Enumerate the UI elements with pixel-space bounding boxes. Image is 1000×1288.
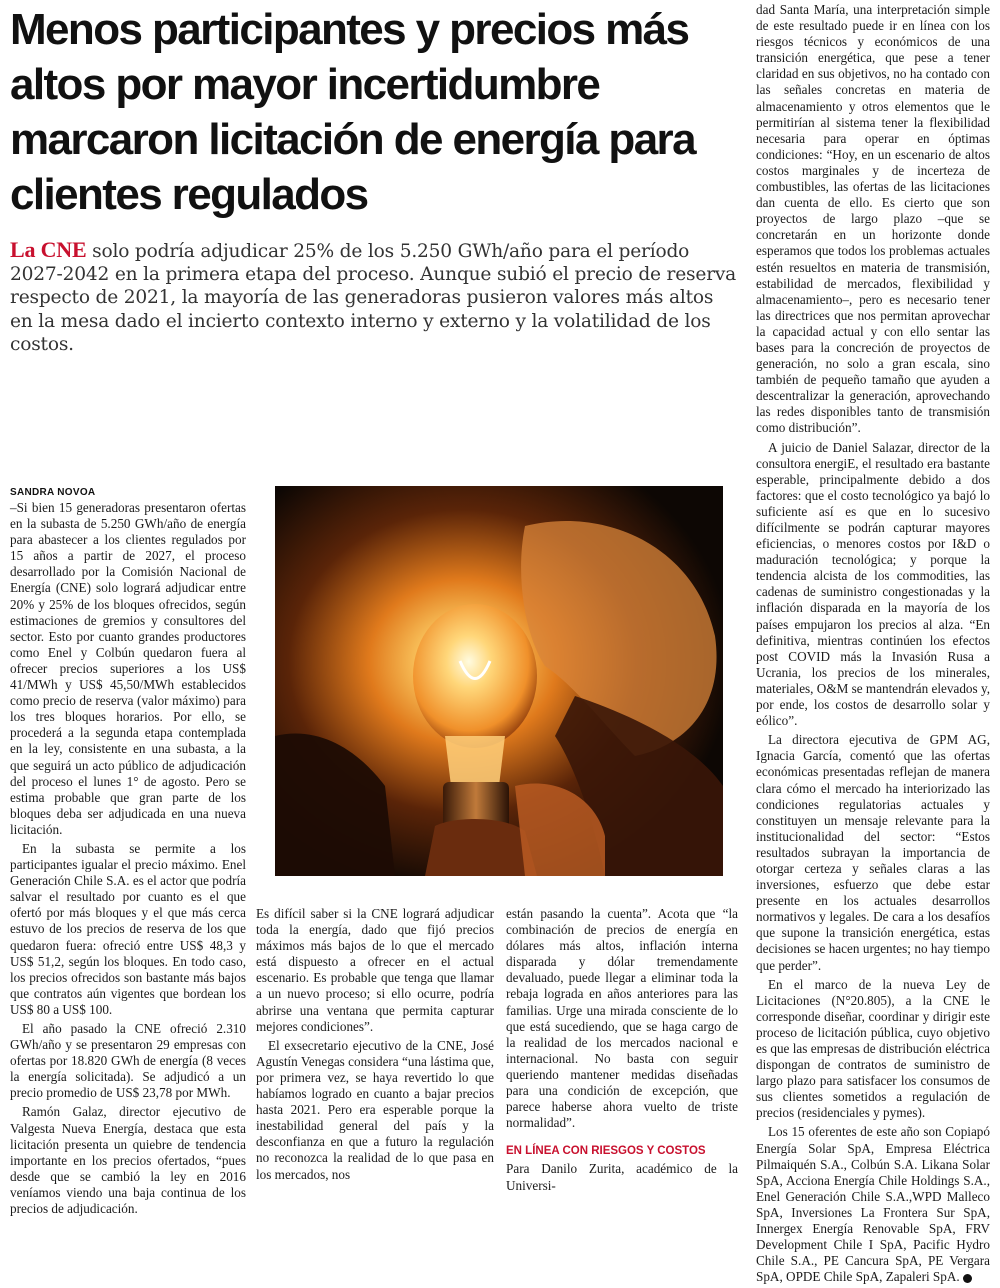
lead-text: solo podría adjudicar 25% de los 5.250 GWh/año para el período 2027-2042 en la primera etapa del proceso. Aunque subió el precio de reserva respecto de 2021, la mayoría de las generadoras pusieron valores más altos en la mesa dado el incierto contexto interno y externo y la volatilidad de los costos.: [10, 241, 737, 355]
paragraph: Para Danilo Zurita, académico de la Universi-: [506, 1161, 738, 1193]
headline: Menos participantes y precios más altos por mayor incertidumbre marcaron licitación de energía para clientes regulados: [10, 5, 695, 219]
byline: SANDRA NOVOA: [10, 487, 96, 498]
paragraph: –Si bien 15 generadoras presentaron ofertas en la subasta de 5.250 GWh/año de energía para abastecer a los clientes regulados por 15 años a partir de 2027, el proceso desarrollado por la Comisión Nacional de Energía (CNE) solo logrará adjudicar entre 20% y 25% de los bloques ofrecidos, según estimaciones de gremios y consultores del sector. Esto por cuanto grandes productores como Enel y Colbún quedaron fuera al ofrecer precios superiores a los US$ 41/MWh y US$ 45,50/MWh establecidos como precio de reserva (valor máximo) para los tres bloques horarios. Por ello, se procederá a la segunda etapa contemplada en la ley, consistente en una subasta, a la que seguirá un acto público de adjudicación del proceso el lunes 1° de agosto. Pero se estima probable que gran parte de los bloques deba ser adjudicada en una nueva licitación.: [10, 500, 246, 837]
paragraph-last: [756, 1124, 990, 1285]
paragraph-text: Los 15 oferentes de este año son Copiapó Energía Solar SpA, Empresa Eléctrica Pilmaiquén S.A., Colbún S.A. Likana Solar SpA, Acciona Energía Chile Holdings S.A., Enel Generación Chile S.A.,WPD Malleco SpA, Inversiones La Frontera Sur SpA, Innergex Energía Renovable SpA, FRV Development Chile I SpA, Pacific Hydro Chile S.A., PE Cancura SpA, PE Vergara SpA, OPDE Chile SpA, Zapaleri SpA.: [756, 1124, 990, 1285]
paragraph: A juicio de Daniel Salazar, director de la consultora energiE, el resultado era bastante esperable, principalmente debido a dos factores: que el costo tecnológico ya bajó lo suficiente así es que en lo sucesivo difícilmente se podrán capturar mayores eficiencias, o menores costos por I&D o maduración tecnológica; y porque la tendencia alcista de los commodities, las cadenas de suministro congestionadas y la inflación disparada en la mayoría de los países empujaron los precios al alza. “En definitiva, mientras continúen los efectos post COVID más la Invasión Rusa a Ucrania, los precios de los minerales, materiales, O&M se mantendrán elevados y, por ende, los costos de desarrollo solar y eólico”.: [756, 439, 990, 729]
lead-paragraph: [10, 238, 738, 356]
end-mark-icon: P: [963, 1274, 972, 1283]
paragraph: El exsecretario ejecutivo de la CNE, José Agustín Venegas considera “una lástima que, por primera vez, se haya revertido lo que habíamos logrado en cuanto a bajar precios hasta 2021. Pero era esperable porque la inestabilidad general del país y la desconfianza en que a futuro la regulación no reconozca la realidad de lo que pasa en los mercados, nos: [256, 1037, 494, 1182]
paragraph: Es difícil saber si la CNE logrará adjudicar toda la energía, dado que fijó precios máximos más bajos de lo que el mercado está dispuesto a ofrecer en el actual escenario. Es probable que tenga que llamar a un nuevo proceso; si ello ocurre, podría abrirse una ventana que permita capturar mejores condiciones”.: [256, 906, 494, 1034]
paragraph: En la subasta se permite a los participantes igualar el precio máximo. Enel Generación Chile S.A. es el actor que podría salvar el resultado por cuanto es el que ofertó por más bloques y el que más cerca estuvo de los precios de reserva de los que quedaron fuera: ofreció entre US$ 48,3 y US$ 51,2, según los bloques. En todo caso, los precios ofrecidos son bastante más bajos que contratos aún vigentes que bordean los US$ 80 a US$ 100.: [10, 840, 246, 1017]
paragraph: En el marco de la nueva Ley de Licitaciones (N°20.805), a la CNE le corresponde diseñar, coordinar y dirigir este proceso de licitación pública, cuyo objetivo es que las empresas de distribución eléctrica dispongan de contratos de suministro de largo plazo para satisfacer los consumos de sus clientes sometidos a regulación de precios (residenciales y pymes).: [756, 976, 990, 1121]
paragraph: están pasando la cuenta”. Acota que “la combinación de precios de energía en dólares más altos, inflación interna disparada y dólar tremendamente devaluado, puede llegar a eliminar toda la rebaja lograda en años anteriores para las familias. Urge una mirada consciente de lo que está sucediendo, que se haga cargo de la realidad de los mercados nacional e internacional. No basta con seguir queriendo mantener medidas diseñadas para una condición de excepción, que parece haberse ahora vuelto de triste normalidad”.: [506, 906, 738, 1131]
light-bulb-photo: [275, 486, 723, 876]
lead-tag: La CNE: [10, 237, 87, 262]
column-2: [256, 906, 494, 1186]
column-4: [756, 2, 990, 1288]
column-1: [10, 500, 246, 1220]
subheading: EN LÍNEA CON RIESGOS Y COSTOS: [506, 1145, 706, 1158]
column-3: [506, 906, 738, 1197]
paragraph: dad Santa María, una interpretación simple de este resultado puede ir en línea con los riesgos técnicos y económicos de una transición energética, que pese a tener claridad en sus objetivos, no ha contado con las señales concretas en materia de almacenamiento y otros elementos que le permitirían al sistema tener la flexibilidad necesaria para operar en óptimas condiciones: “Hoy, en un escenario de altos costos marginales y de incerteza de combustibles, las ofertas de las licitaciones dan cuenta de ello. Es cierto que son proyectos de largo plazo –que se concretarán en un horizonte donde esperamos que todos los problemas actuales estén resueltos en materia de transmisión, estabilidad de mercados, flexibilidad y almacenamiento–, pero es necesario tener las directrices que nos permitan aprovechar la capacidad actual y con ello sentar las bases para la concreción de proyectos de generación, no solo a gran escala, sino también de pequeño tamaño que ayuden a descentralizar la generación, aprovechando las redes disponibles tanto de transmisión como distribución”.: [756, 2, 990, 436]
paragraph: La directora ejecutiva de GPM AG, Ignacia García, comentó que las ofertas económicas presentadas reflejan de manera clara cómo el mercado ha interiorizado las condiciones regulatorias actuales y constituyen un mensaje relevante para la institucionalidad del sector: “Estos resultados subrayan la importancia de otorgar certeza y señales claras a las inversiones, esfuerzo que debe estar presente en los actuales desarrollos normativos y legales. De cara a los desafíos que supone la transición energética, estas decisiones se hacen urgentes; no hay tiempo que perder”.: [756, 732, 990, 973]
paragraph: El año pasado la CNE ofreció 2.310 GWh/año y se presentaron 29 empresas con ofertas por 18.820 GWh de energía (8 veces la energía solicitada). Se adjudicó a un precio promedio de US$ 23,78 por MWh.: [10, 1021, 246, 1101]
paragraph: Ramón Galaz, director ejecutivo de Valgesta Nueva Energía, destaca que esta licitación presenta un quiebre de tendencia importante en los precios ofertados, “pues desde que se cambió la ley en 2016 veníamos viendo una baja continua de los precios de adjudicación.: [10, 1104, 246, 1217]
